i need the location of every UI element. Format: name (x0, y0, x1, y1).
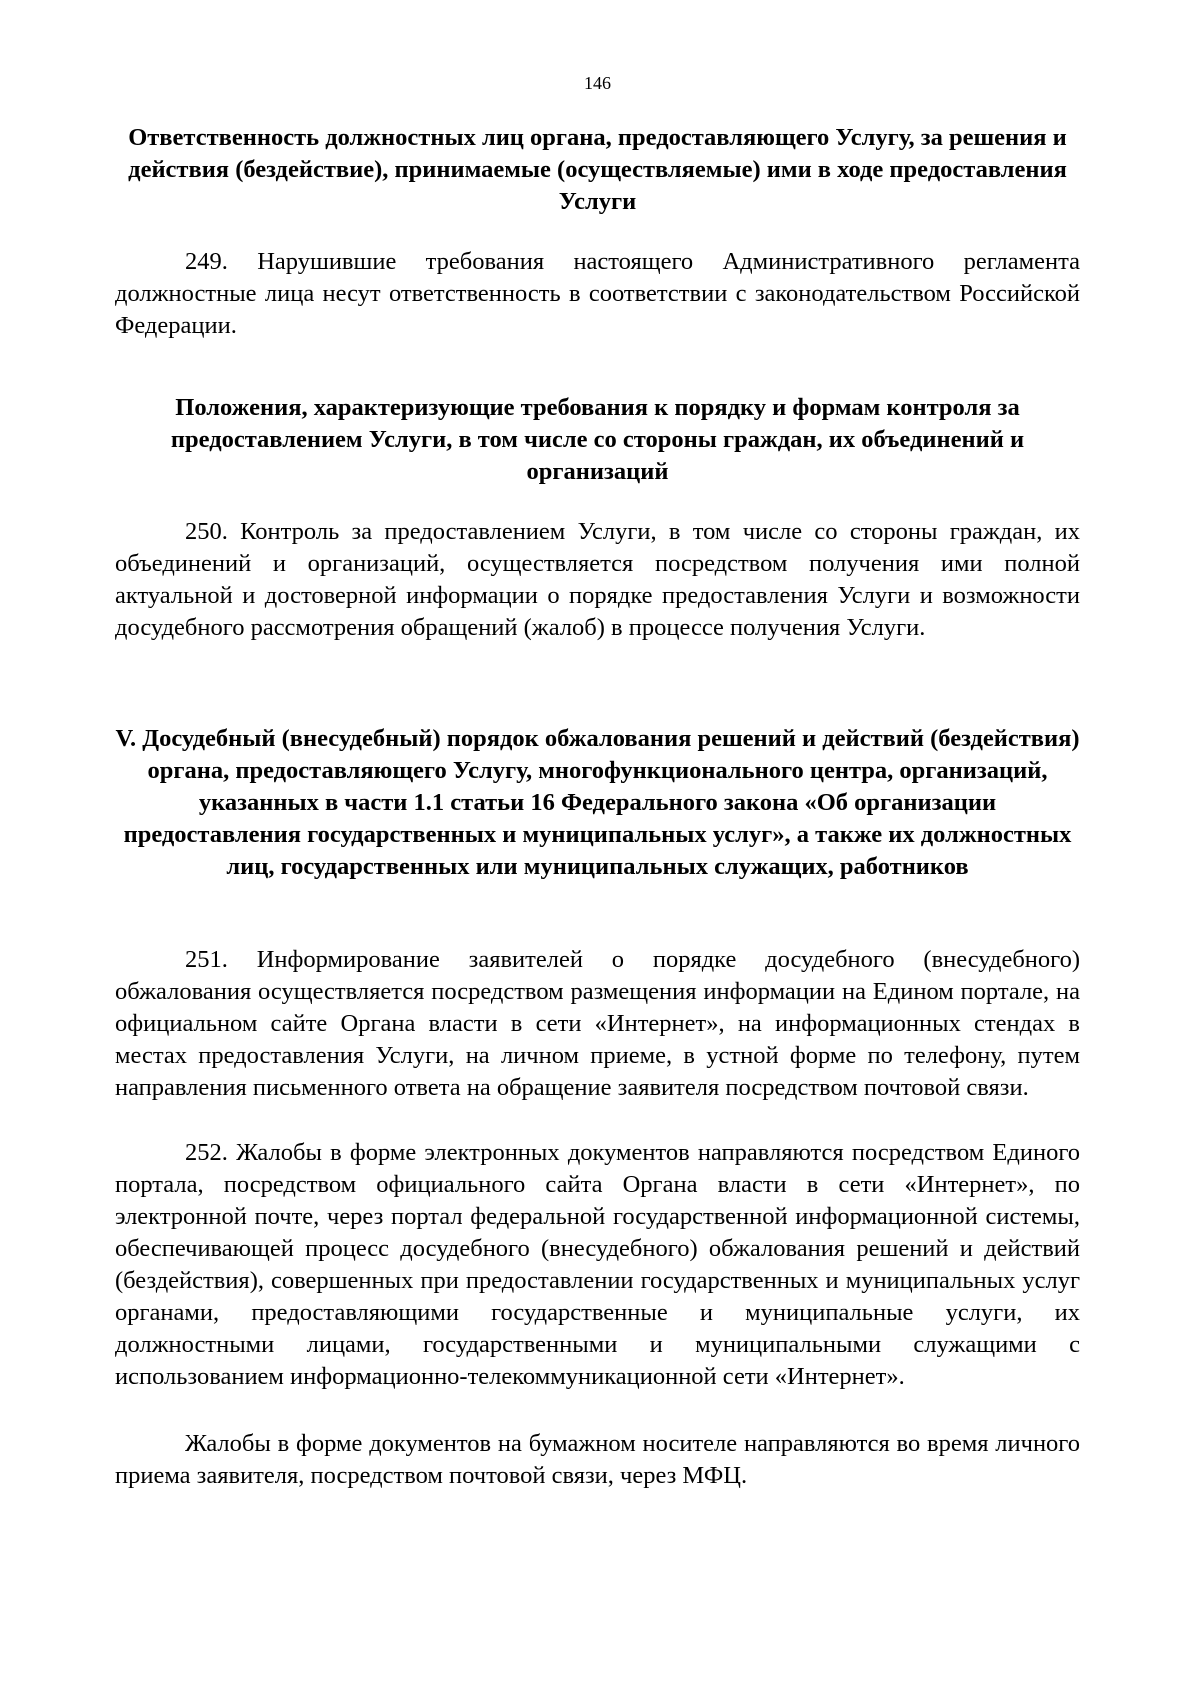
section-heading-appeal: V. Досудебный (внесудебный) порядок обжалования решений и действий (бездействия) органа, предоставляющего Услугу, многофункционального центра, организаций, указанных в части 1.1 статьи 16 Федерального закона «Об организации предоставления государственных и муниципальных услуг», а также их должностных лиц, государственных или муниципальных служащих, работников (115, 725, 1080, 880)
paragraph-text: Нарушившие требования настоящего Административного регламента должностные лица несут ответственность в соответствии с законодательством Российской Федерации. (115, 248, 1081, 339)
paragraph-250 (115, 516, 1080, 644)
paragraph-249 (115, 246, 1080, 342)
paragraph-number: 250. (185, 518, 228, 545)
paragraph-number: 249. (185, 248, 228, 275)
paragraph-number: 252. (185, 1139, 228, 1166)
section-heading-control: Положения, характеризующие требования к порядку и формам контроля за предоставлением Услуги, в том числе со стороны граждан, их объединений и организаций (170, 394, 1025, 485)
paragraph-252-continued: Жалобы в форме документов на бумажном носителе направляются во время личного приема заявителя, посредством почтовой связи, через МФЦ. (115, 1430, 1080, 1489)
paragraph-number: 251. (185, 946, 228, 973)
paragraph-252 (115, 1137, 1080, 1393)
paragraph-text: Жалобы в форме электронных документов направляются посредством Единого портала, посредством официального сайта Органа власти в сети «Интернет», по электронной почте, через портал федеральной государственной информационной системы, обеспечивающей процесс досудебного (внесудебного) обжалования решений и действий (бездействия), совершенных при предоставлении государственных и муниципальных услуг органами, предоставляющими государственные и муниципальные услуги, их должностными лицами, государственными и муниципальными служащими с использованием информационно-телекоммуникационной сети «Интернет». (115, 1139, 1081, 1390)
paragraph-251 (115, 944, 1080, 1104)
page-number: 146 (584, 73, 611, 93)
paragraph-text: Контроль за предоставлением Услуги, в том числе со стороны граждан, их объединений и организаций, осуществляется посредством получения ими полной актуальной и достоверной информации о порядке предоставления Услуги и возможности досудебного рассмотрения обращений (жалоб) в процессе получения Услуги. (115, 518, 1081, 641)
section-heading-responsibility: Ответственность должностных лиц органа, предоставляющего Услугу, за решения и действия (бездействие), принимаемые (осуществляемые) ими в ходе предоставления Услуги (128, 124, 1067, 215)
paragraph-text: Информирование заявителей о порядке досудебного (внесудебного) обжалования осуществляется посредством размещения информации на Едином портале, на официальном сайте Органа власти в сети «Интернет», на информационных стендах в местах предоставления Услуги, на личном приеме, в устной форме по телефону, путем направления письменного ответа на обращение заявителя посредством почтовой связи. (115, 946, 1081, 1101)
